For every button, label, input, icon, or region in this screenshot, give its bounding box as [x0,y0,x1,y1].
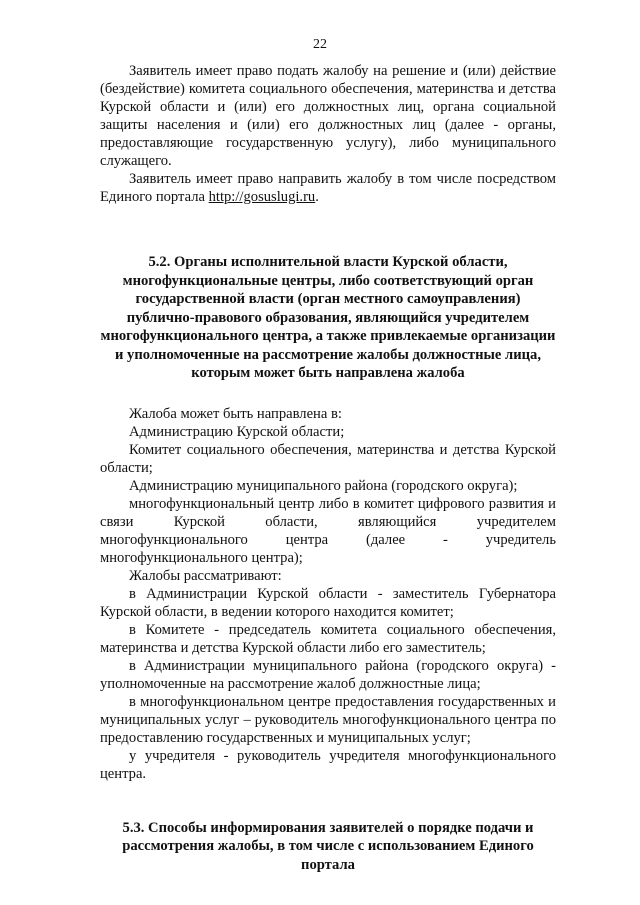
paragraph: Администрацию Курской области; [129,423,345,440]
gosuslugi-link[interactable]: http://gosuslugi.ru [208,189,316,205]
paragraph: Жалобы рассматривают: [129,567,282,584]
paragraph: Жалоба может быть направлена в: [129,405,342,422]
paragraph: у учредителя - руководитель учредителя многофункционального центра. [100,747,556,782]
section-5-2-body [100,405,556,783]
intro-paragraph-2-suffix: . [315,189,319,205]
section-5-3-heading: 5.3. Способы информирования заявителей о порядке подачи и рассмотрения жалобы, в том числе с использованием Единого портала [122,819,534,873]
paragraph: Комитет социального обеспечения, материнства и детства Курской области; [100,441,556,476]
paragraph: в Администрации Курской области - заместитель Губернатора Курской области, в ведении которого находится комитет; [100,585,556,620]
document-body [100,62,556,874]
paragraph: в многофункциональном центре предоставления государственных и муниципальных услуг – руководитель многофункционального центра по предоставлению государственных и муниципальных услуг; [100,693,556,746]
intro-paragraph-2-text: Заявитель имеет право направить жалобу в том числе посредством Единого портала [100,171,556,205]
paragraph: в Комитете - председатель комитета социального обеспечения, материнства и детства Курской области либо его заместитель; [100,621,556,656]
paragraph: многофункциональный центр либо в комитет цифрового развития и связи Курской области, являющийся учредителем многофункционального центра (далее - учредитель многофункционального центра); [100,495,556,566]
paragraph: Администрацию муниципального района (городского округа); [129,477,518,494]
paragraph: в Администрации муниципального района (городского округа) - уполномоченные на рассмотрение жалоб должностные лица; [100,657,556,692]
intro-paragraph-1: Заявитель имеет право подать жалобу на решение и (или) действие (бездействие) комитета социального обеспечения, материнства и детства Курской области и (или) его должностных лиц, органа социальной защиты населения и (или) его должностных лиц (далее - органы, предоставляющие государственную услугу), либо муниципального служащего. [100,63,556,169]
section-5-2-heading: 5.2. Органы исполнительной власти Курской области, многофункциональные центры, либо соответствующий орган государственной власти (орган местного самоуправления) публично-правового образования, являющийся учредителем многофункционального центра, а также привлекаемые организации и уполномоченные на рассмотрение жалобы должностные лица, которым может быть направлена жалоба [100,254,556,381]
page-number: 22 [313,37,327,52]
intro-paragraph-2 [100,170,556,206]
